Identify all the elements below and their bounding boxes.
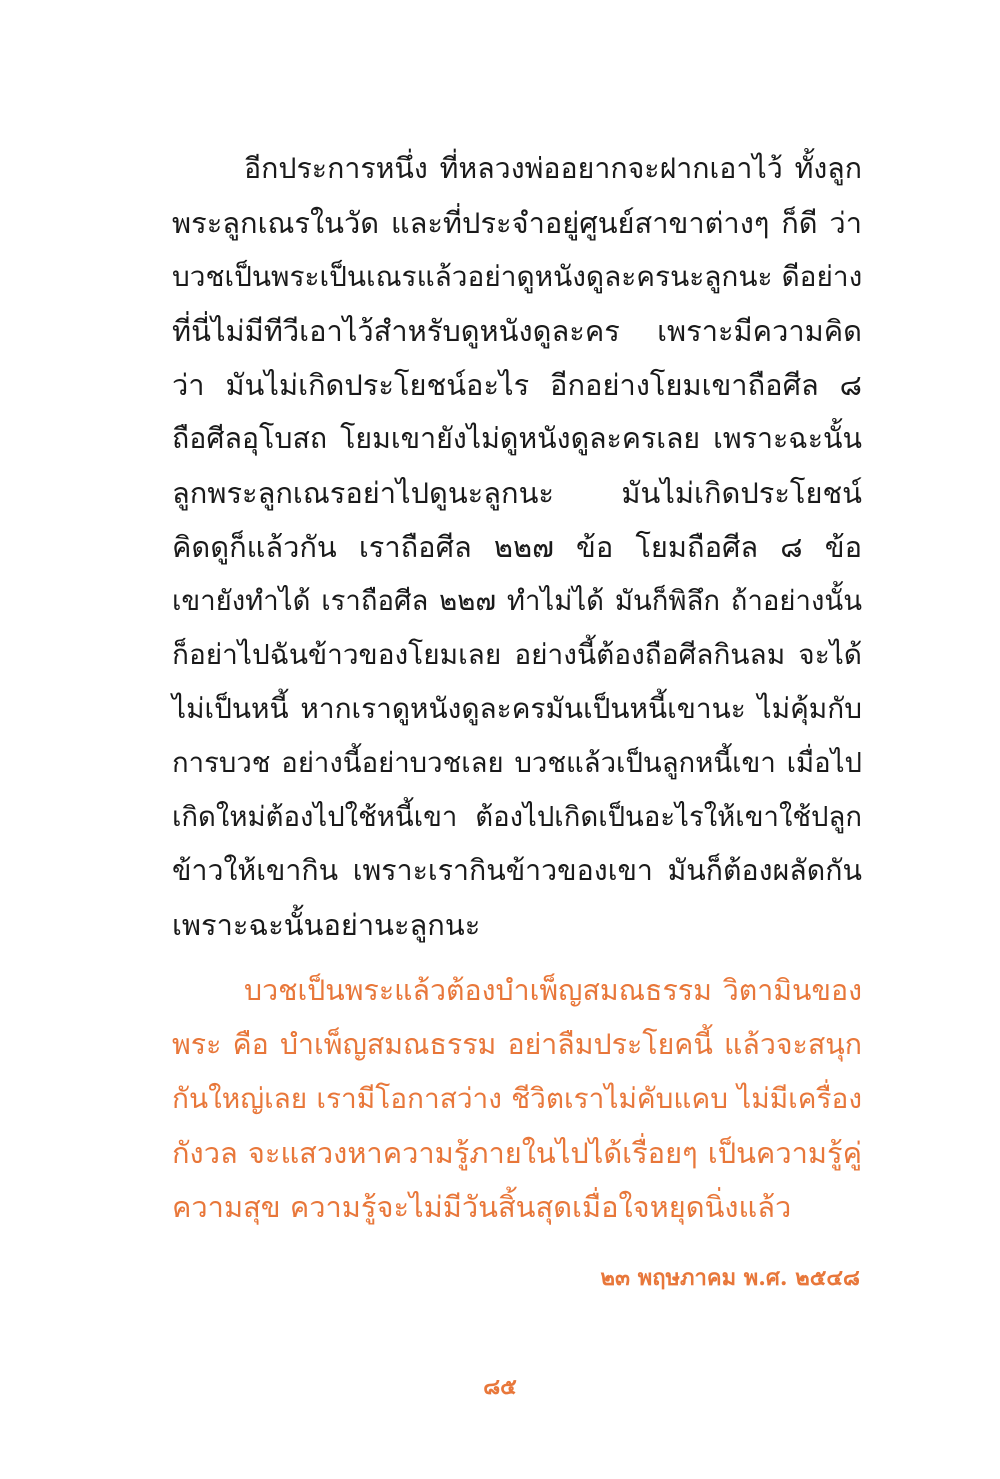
- paragraph-line: ก็อย่าไปฉันข้าวของโยมเลย อย่างนี้ต้องถือศีลกินลม จะได้: [172, 638, 862, 671]
- paragraph-line: เขายังทำได้ เราถือศีล ๒๒๗ ทำไม่ได้ มันก็พิลึก ถ้าอย่างนั้น: [172, 585, 862, 617]
- paragraph-line: พระ คือ บำเพ็ญสมณธรรม อย่าลืมประโยคนี้ แล้วจะสนุก: [172, 1028, 862, 1061]
- paragraph-line: คิดดูก็แล้วกัน เราถือศีล ๒๒๗ ข้อ โยมถือศีล ๘ ข้อ: [172, 530, 862, 564]
- paragraph-line: การบวช อย่างนี้อย่าบวชเลย บวชแล้วเป็นลูกหนี้เขา เมื่อไป: [172, 747, 862, 779]
- paragraph-line: ที่นี่ไม่มีทีวีเอาไว้สำหรับดูหนังดูละคร เพราะมีความคิด: [172, 314, 862, 348]
- page-number: ๘๕: [483, 1374, 517, 1400]
- paragraph-line: บวชเป็นพระเป็นเณรแล้วอย่าดูหนังดูละครนะลูกนะ ดีอย่าง: [172, 260, 863, 293]
- paragraph-line: ความสุข ความรู้จะไม่มีวันสิ้นสุดเมื่อใจหยุดนิ่งแล้ว: [172, 1190, 792, 1224]
- paragraph-line: บวชเป็นพระแล้วต้องบำเพ็ญสมณธรรม วิตามินของ: [244, 974, 862, 1007]
- paragraph-highlight: [172, 964, 862, 1234]
- paragraph-main: [172, 142, 862, 952]
- paragraph-line: ข้าวให้เขากิน เพราะเรากินข้าวของเขา มันก็ต้องผลัดกัน: [172, 854, 862, 887]
- paragraph-line: เกิดใหม่ต้องไปใช้หนี้เขา ต้องไปเกิดเป็นอะไรให้เขาใช้ปลูก: [172, 801, 862, 833]
- paragraph-line: กังวล จะแสวงหาความรู้ภายในไปได้เรื่อยๆ เป็นความรู้คู่: [172, 1136, 862, 1170]
- paragraph-line: ลูกพระลูกเณรอย่าไปดูนะลูกนะ มันไม่เกิดประโยชน์: [172, 476, 862, 510]
- paragraph-line: ถือศีลอุโบสถ โยมเขายังไม่ดูหนังดูละครเลย เพราะฉะนั้น: [172, 422, 862, 455]
- paragraph-line: เพราะฉะนั้นอย่านะลูกนะ: [172, 908, 481, 942]
- paragraph-line: พระลูกเณรในวัด และที่ประจำอยู่ศูนย์สาขาต่างๆ ก็ดี ว่า: [172, 206, 862, 240]
- paragraph-line: กันใหญ่เลย เรามีโอกาสว่าง ชีวิตเราไม่คับแคบ ไม่มีเครื่อง: [172, 1082, 862, 1115]
- paragraph-line: อีกประการหนึ่ง ที่หลวงพ่ออยากจะฝากเอาไว้ ทั้งลูก: [244, 152, 862, 185]
- paragraph-line: ไม่เป็นหนี้ หากเราดูหนังดูละครมันเป็นหนี้เขานะ ไม่คุ้มกับ: [172, 692, 862, 725]
- date-line: ๒๓ พฤษภาคม พ.ศ. ๒๕๔๘: [600, 1265, 860, 1291]
- paragraph-line: ว่า มันไม่เกิดประโยชน์อะไร อีกอย่างโยมเขาถือศีล ๘: [172, 368, 862, 402]
